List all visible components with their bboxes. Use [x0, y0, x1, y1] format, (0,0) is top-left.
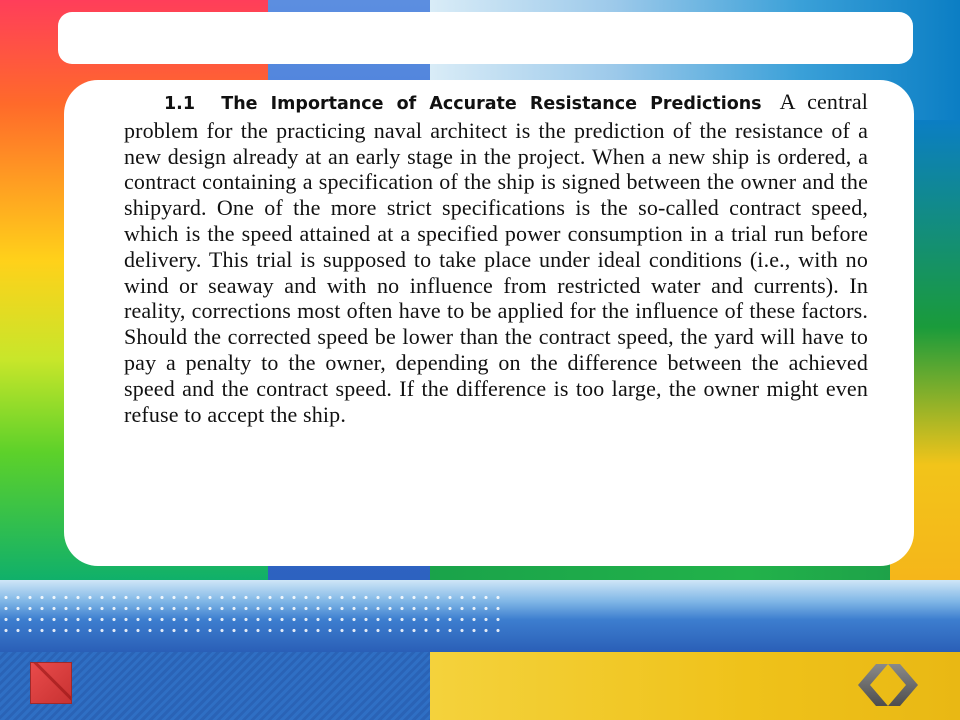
- home-button[interactable]: [30, 662, 72, 704]
- slide-title-box: [58, 12, 913, 64]
- footer-dot-pattern: [0, 592, 500, 636]
- body-paragraph: A central problem for the practicing naval architect is the prediction of the resistance of a new design already at an early stage in the project. When a new ship is ordered, a contract containing a specification of the ship is signed between the owner and the shipyard. One of the more strict specifications is the so-called contract speed, which is the speed attained at a specified power consumption in a trial run before delivery. This trial is supposed to take place under ideal conditions (i.e., with no wind or seaway and with no influence from restricted water and currents). In reality, corrections most often have to be applied for the influence of these factors. Should the corrected speed be lower than the contract speed, the yard will have to pay a penalty to the owner, depending on the difference between the achieved speed and the contract speed. If the difference is too large, the owner might even refuse to accept the ship.: [124, 89, 868, 427]
- slide-body: [124, 89, 868, 427]
- section-number: 1.1: [164, 94, 196, 114]
- next-chevron-icon[interactable]: [888, 664, 918, 706]
- prev-chevron-icon[interactable]: [858, 664, 888, 706]
- prev-next-chevrons-icon: [848, 660, 920, 710]
- section-heading: The Importance of Accurate Resistance Predictions: [221, 94, 762, 114]
- prev-next-nav[interactable]: [848, 660, 920, 710]
